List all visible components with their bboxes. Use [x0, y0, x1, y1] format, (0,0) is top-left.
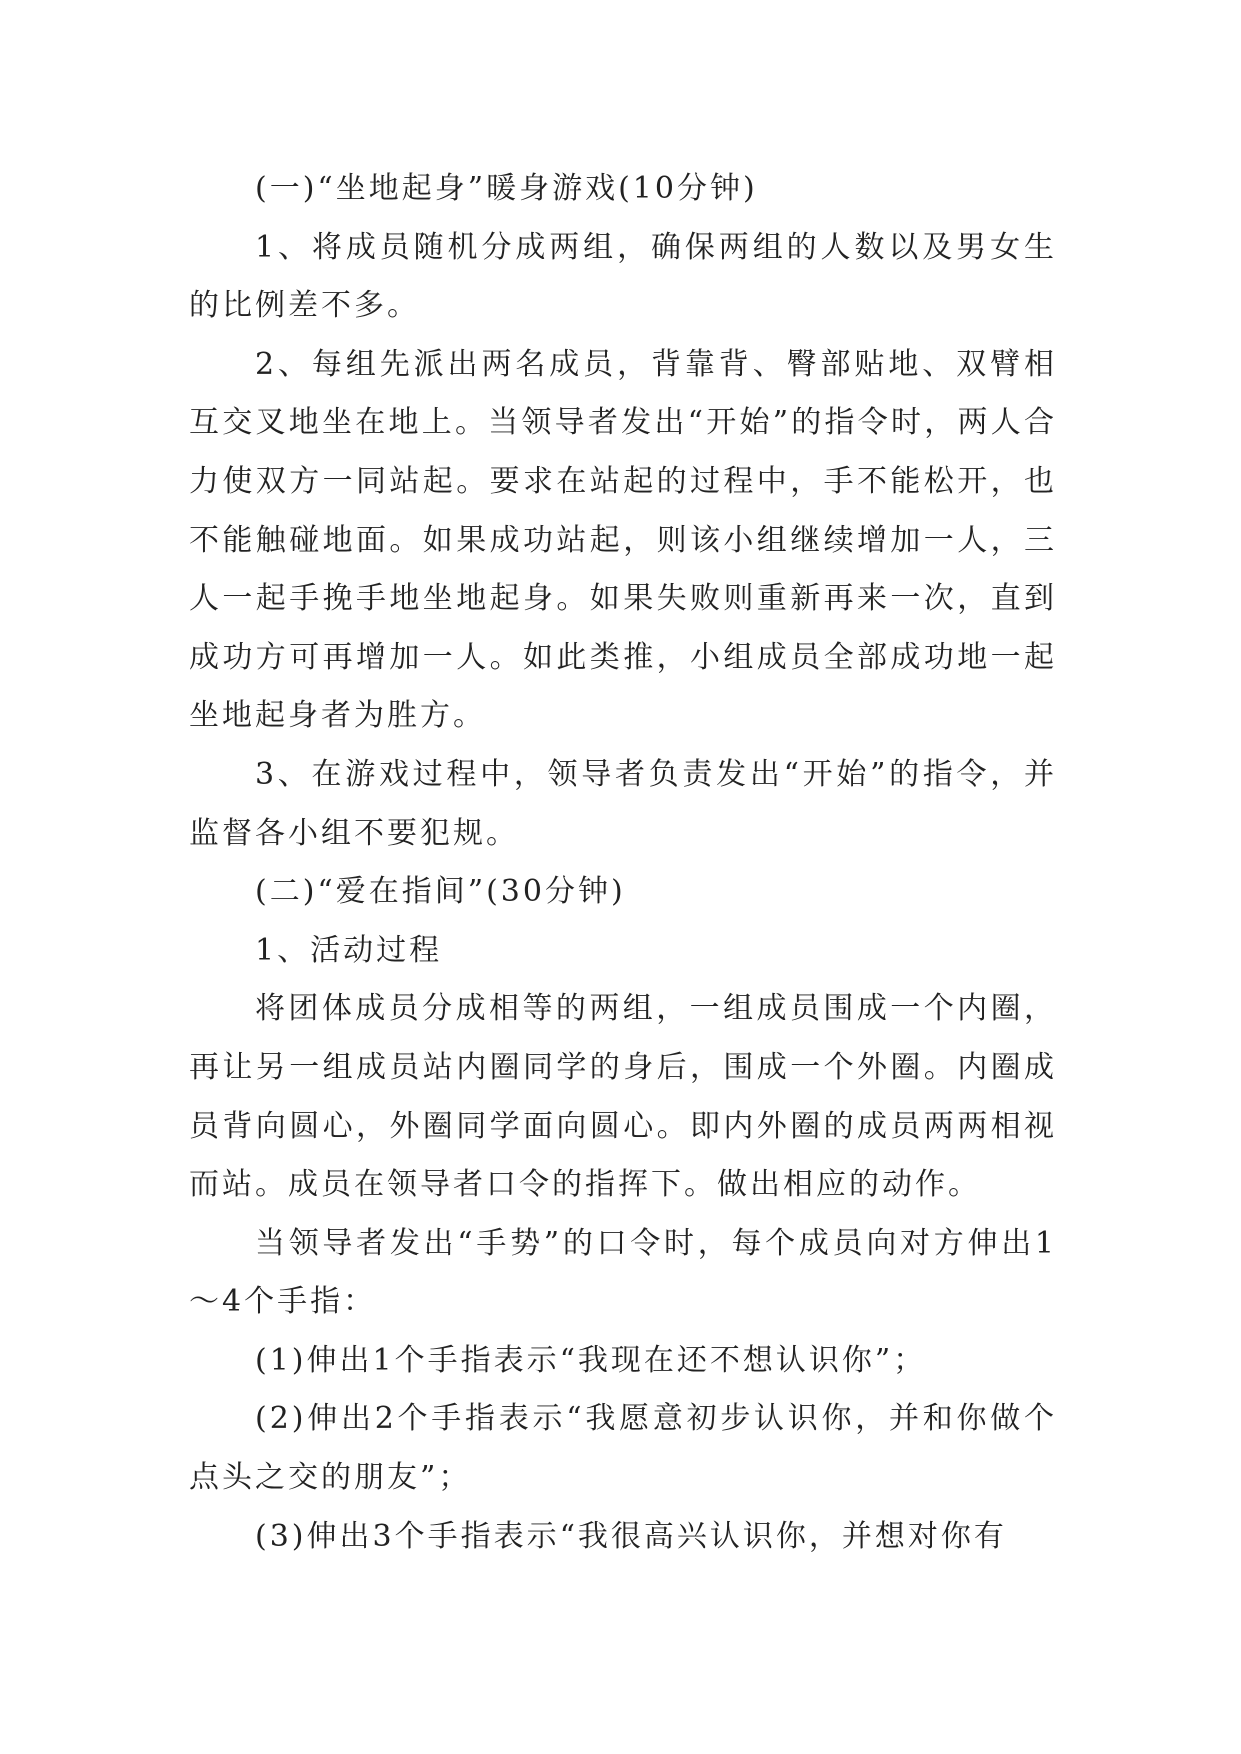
section-heading-warmup-game: (一)“坐地起身”暖身游戏(10分钟) — [255, 171, 758, 206]
paragraph-grouping: 将团体成员分成相等的两组，一组成员围成一个内圈，再让另一组成员站内圈同学的身后，围成一个外圈。内圈成员背向圆心，外圈同学面向圆心。即内外圈的成员两两相视而站。成员在领导者口令的指挥下。做出相应的动作。 — [189, 991, 1057, 1203]
paragraph-step-2: 2、每组先派出两名成员，背靠背、臀部贴地、双臂相互交叉地坐在地上。当领导者发出“开始”的指令时，两人合力使双方一同站起。要求在站起的过程中，手不能松开，也不能触碰地面。如果成功站起，则该小组继续增加一人，三人一起手挽手地坐地起身。如果失败则重新再来一次，直到成功方可再增加一人。如此类推，小组成员全部成功地一起坐地起身者为胜方。 — [189, 346, 1057, 734]
paragraph-gesture-command: 当领导者发出“手势”的口令时，每个成员向对方伸出1～4个手指： — [189, 1225, 1057, 1320]
section-heading-love-between-fingers: (二)“爱在指间”(30分钟) — [255, 874, 626, 910]
list-item-one-finger: (1)伸出1个手指表示“我现在还不想认识你”； — [255, 1342, 927, 1378]
list-item-three-fingers: (3)伸出3个手指表示“我很高兴认识你，并想对你有 — [255, 1518, 1007, 1554]
paragraph-step-3: 3、在游戏过程中，领导者负责发出“开始”的指令，并监督各小组不要犯规。 — [189, 756, 1057, 851]
document-body — [189, 160, 1057, 1566]
paragraph-step-1: 1、将成员随机分成两组，确保两组的人数以及男女生的比例差不多。 — [189, 229, 1057, 324]
list-item-two-fingers: (2)伸出2个手指表示“我愿意初步认识你，并和你做个点头之交的朋友”； — [189, 1401, 1057, 1496]
subheading-activity-process: 1、活动过程 — [255, 932, 443, 968]
